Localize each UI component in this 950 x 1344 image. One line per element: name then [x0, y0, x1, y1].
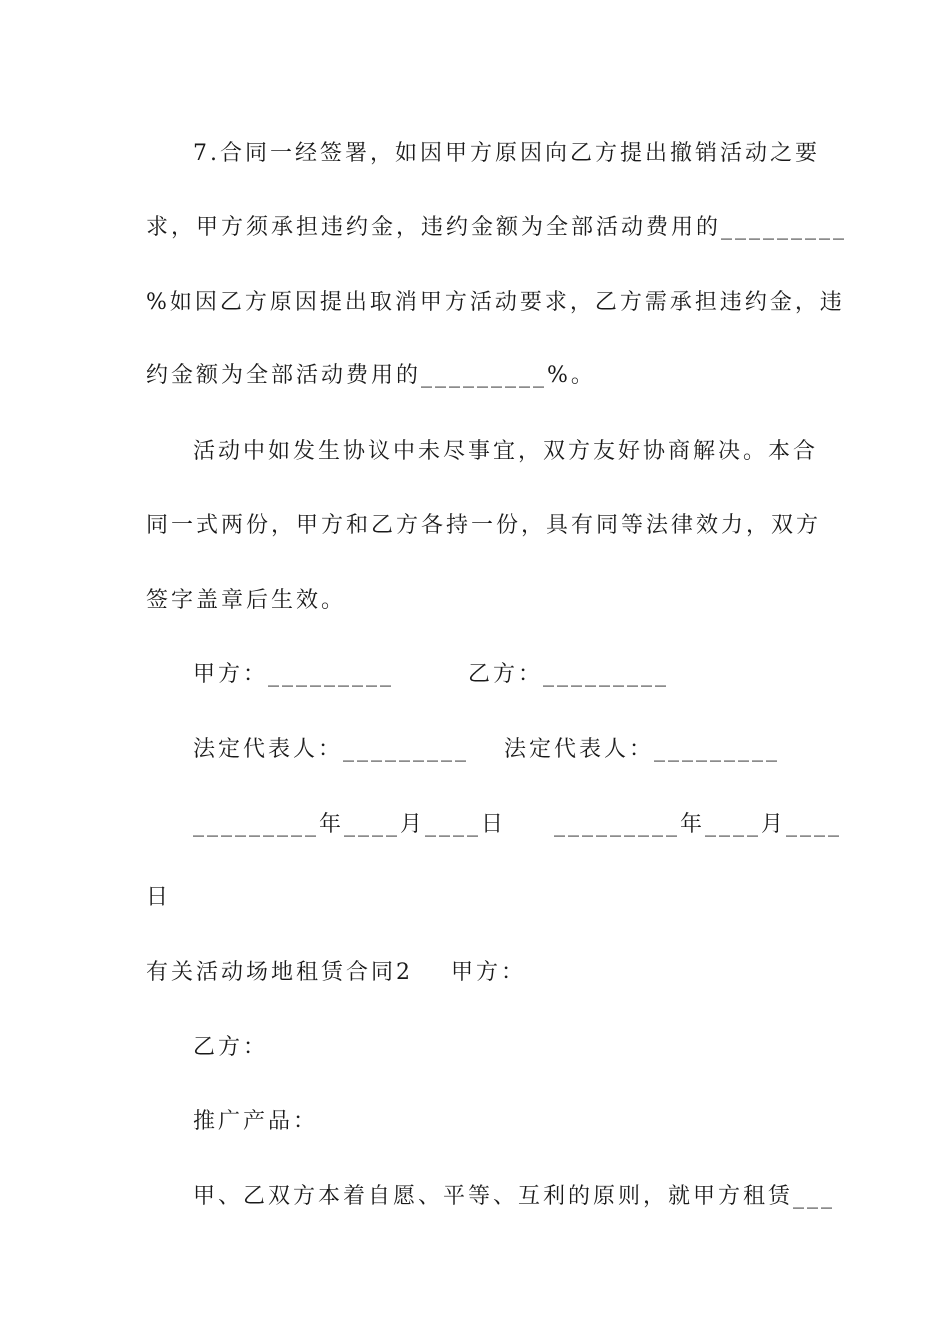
- clause-7-line-2: 求，甲方须承担违约金，违约金额为全部活动费用的_________: [146, 215, 848, 240]
- party-b-legal-representative: 法定代表人：_________: [504, 737, 781, 762]
- contract-2-promoted-product: 推广产品：: [193, 1109, 319, 1134]
- party-a-legal-representative: 法定代表人：_________: [193, 737, 470, 762]
- closing-paragraph-line-1: 活动中如发生协议中未尽事宜，双方友好协商解决。本合: [193, 439, 819, 464]
- contract-2-title: 有关活动场地租赁合同2: [146, 960, 413, 985]
- clause-7-line-4: 约金额为全部活动费用的_________%。: [146, 363, 596, 388]
- contract-2-party-a: 甲方：: [451, 960, 527, 985]
- party-b-date: _________年____月____: [554, 812, 843, 837]
- contract-2-party-b: 乙方：: [193, 1035, 269, 1060]
- party-a-signature: 甲方：_________: [193, 662, 395, 687]
- closing-paragraph-line-3: 签字盖章后生效。: [146, 588, 347, 613]
- party-a-date: _________年____月____日: [193, 812, 507, 837]
- clause-7-line-1: 7.合同一经签署，如因甲方原因向乙方提出撤销活动之要: [193, 141, 820, 166]
- party-b-signature: 乙方：_________: [468, 662, 670, 687]
- clause-7-line-3: %如因乙方原因提出取消甲方活动要求，乙方需承担违约金，违: [146, 290, 845, 315]
- contract-2-preamble: 甲、乙双方本着自愿、平等、互利的原则，就甲方租赁___: [193, 1184, 836, 1209]
- party-b-date-day: 日: [146, 885, 172, 910]
- closing-paragraph-line-2: 同一式两份，甲方和乙方各持一份，具有同等法律效力，双方: [146, 513, 822, 538]
